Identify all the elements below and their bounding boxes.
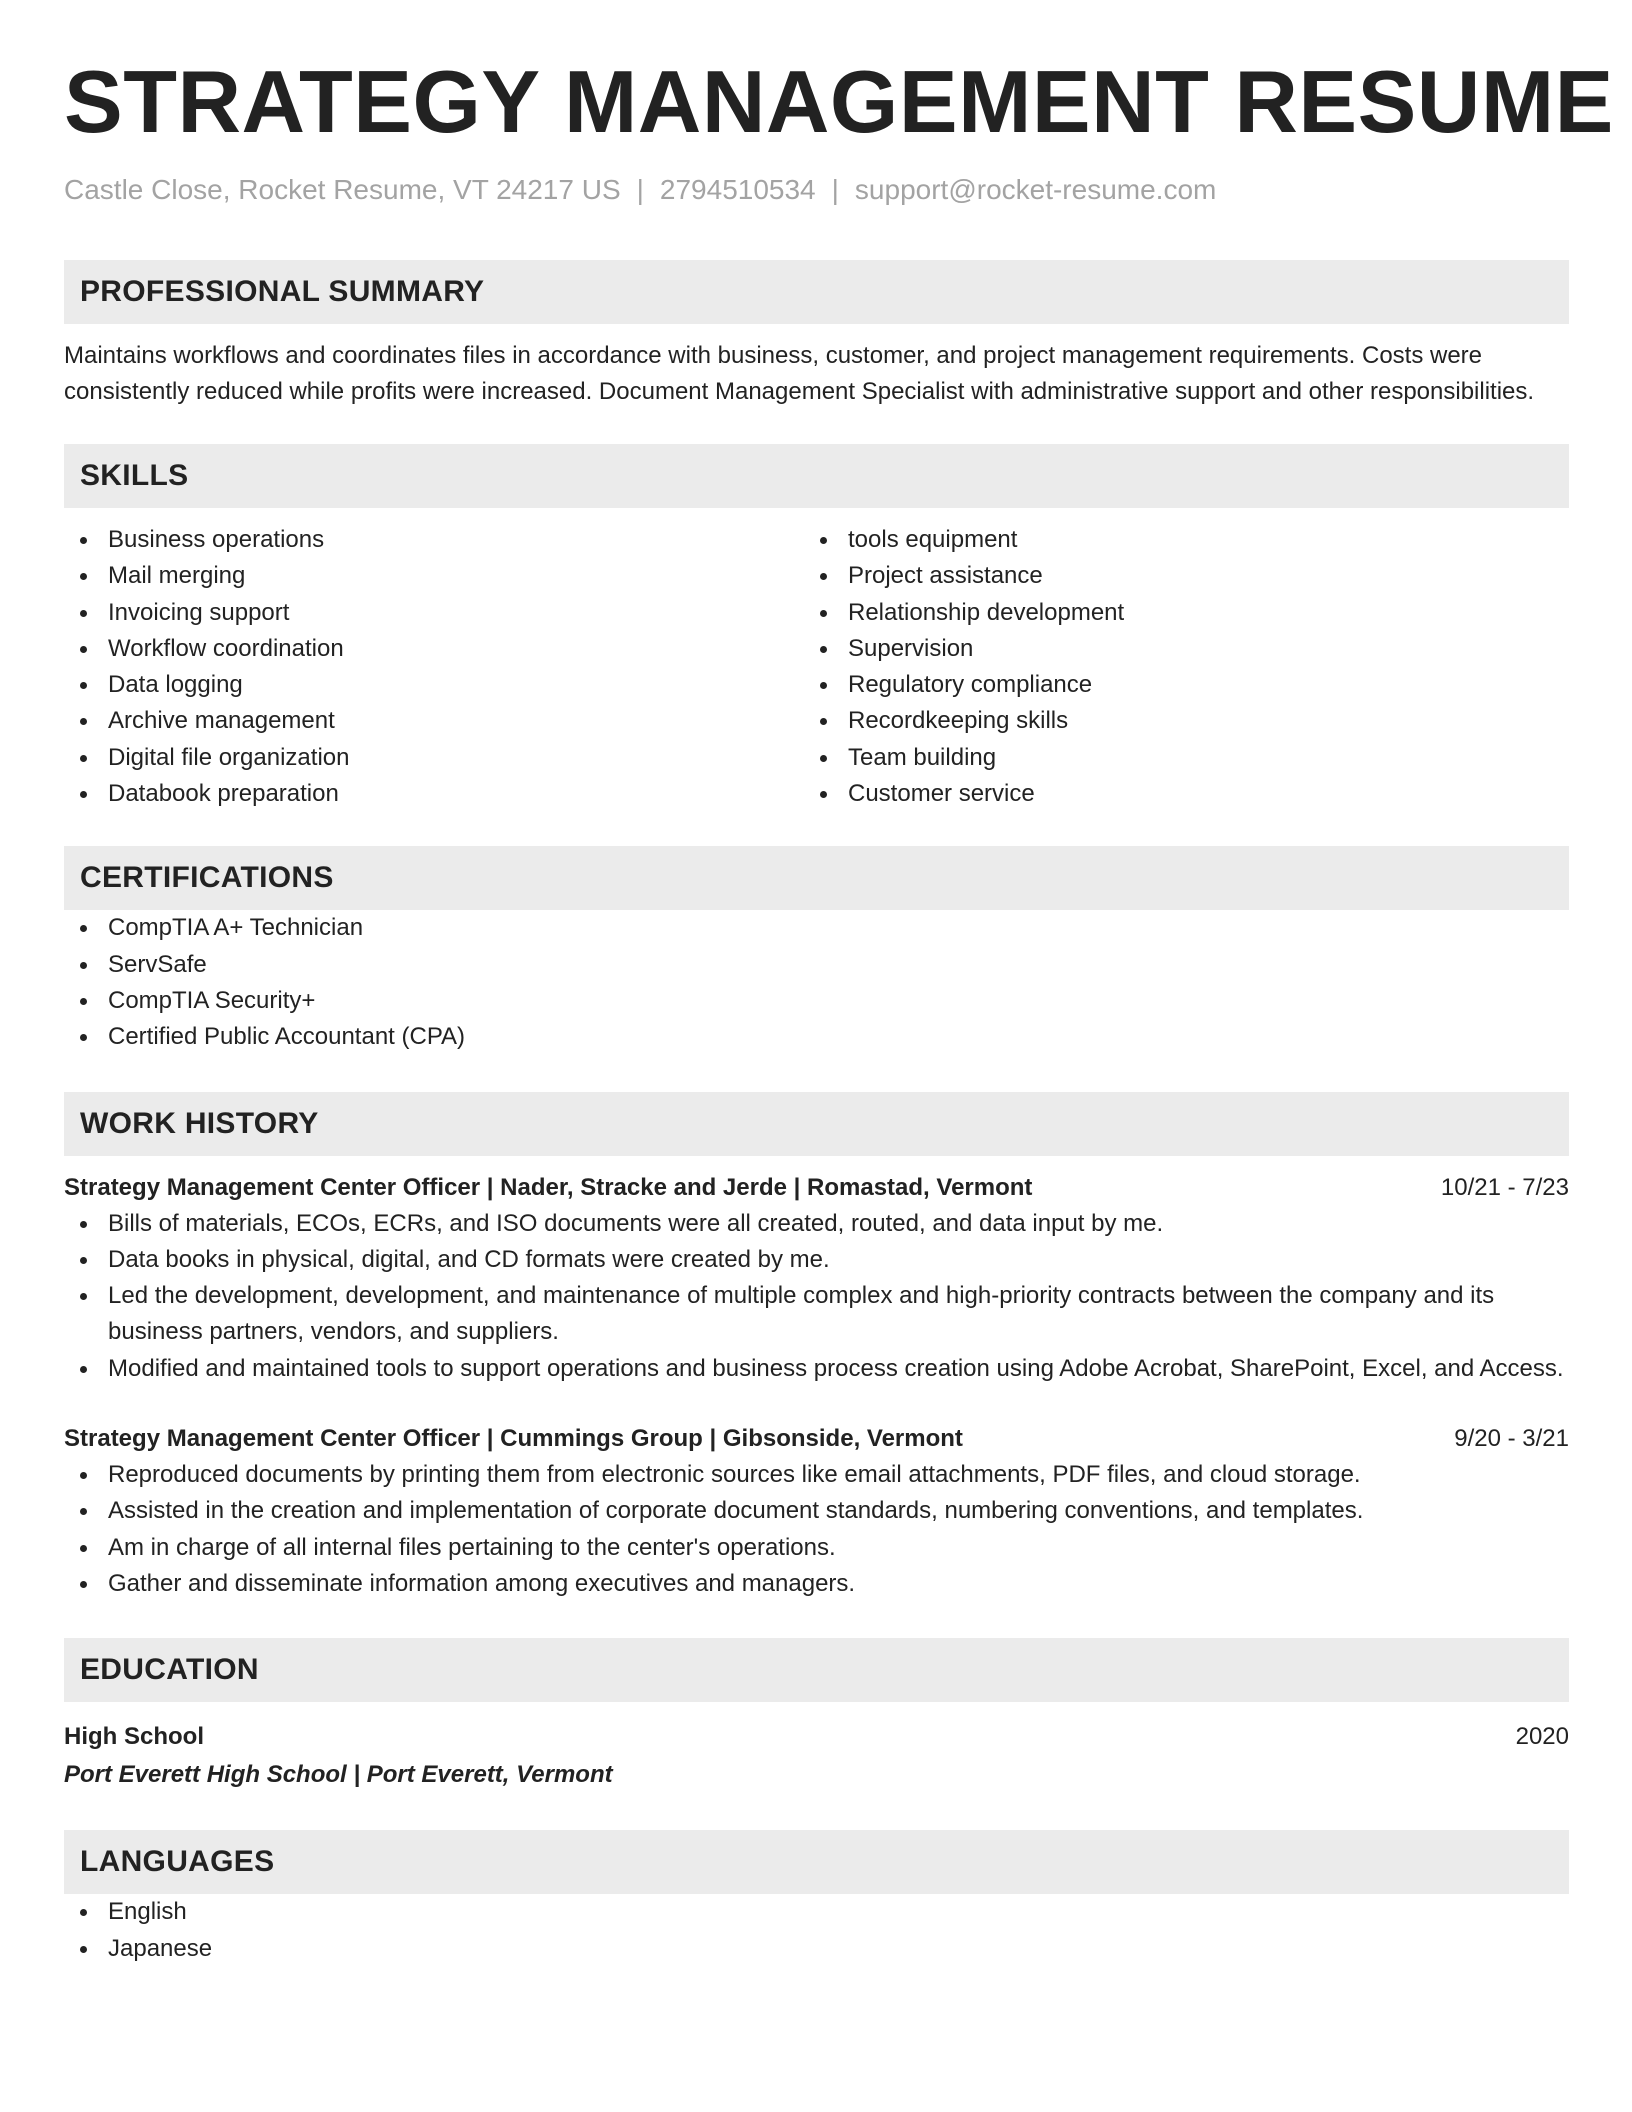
language-item [64, 1894, 1569, 1930]
section-heading-languages: LANGUAGES [64, 1830, 1569, 1894]
skills-list-left [64, 522, 804, 812]
skills-list-right [804, 522, 1544, 812]
bullet-icon [80, 1946, 87, 1953]
bullet-icon [820, 682, 827, 689]
certification-label: CompTIA A+ Technician [108, 914, 364, 942]
job-bullet [64, 1493, 1569, 1529]
job-entry [64, 1170, 1569, 1387]
skill-item [64, 558, 804, 594]
job-title: Strategy Management Center Officer | Cummings Group | Gibsonside, Vermont [64, 1425, 963, 1453]
certification-item [64, 983, 1569, 1019]
certification-item [64, 910, 1569, 946]
skill-label: Digital file organization [108, 743, 350, 771]
skill-item [64, 776, 804, 812]
skill-label: Customer service [848, 780, 1035, 808]
bullet-icon [820, 537, 827, 544]
bullet-icon [80, 573, 87, 580]
skill-label: Regulatory compliance [848, 671, 1093, 699]
bullet-icon [80, 755, 87, 762]
skill-item [64, 740, 804, 776]
skill-item [804, 631, 1544, 667]
job-bullet-text: Data books in physical, digital, and CD formats were created by me. [108, 1245, 830, 1273]
bullet-icon [80, 925, 87, 932]
skill-label: Data logging [108, 671, 243, 699]
skill-label: Supervision [848, 634, 974, 662]
bullet-icon [80, 1909, 87, 1916]
skill-item [804, 703, 1544, 739]
bullet-icon [80, 610, 87, 617]
job-bullet-text: Gather and disseminate information among executives and managers. [108, 1569, 856, 1597]
skill-label: Invoicing support [108, 598, 290, 626]
bullet-icon [80, 998, 87, 1005]
bullet-icon [80, 962, 87, 969]
skill-item [64, 522, 804, 558]
section-heading-certifications: CERTIFICATIONS [64, 846, 1569, 910]
skill-label: Databook preparation [108, 780, 339, 808]
job-header [64, 1170, 1569, 1206]
section-heading-education: EDUCATION [64, 1638, 1569, 1702]
language-label: Japanese [108, 1934, 213, 1962]
job-bullet-text: Reproduced documents by printing them from electronic sources like email attachments, PDF files, and cloud storage. [108, 1461, 1361, 1489]
bullet-icon [80, 1366, 87, 1373]
skill-item [804, 667, 1544, 703]
skill-item [804, 595, 1544, 631]
bullet-icon [820, 573, 827, 580]
job-bullet [64, 1530, 1569, 1566]
job-bullet [64, 1242, 1569, 1278]
skill-item [804, 558, 1544, 594]
job-entry [64, 1421, 1569, 1602]
skill-item [804, 740, 1544, 776]
job-bullet [64, 1206, 1569, 1242]
skill-label: Project assistance [848, 562, 1043, 590]
bullet-icon [80, 1581, 87, 1588]
skill-label: Archive management [108, 707, 335, 735]
skill-item [804, 776, 1544, 812]
education-degree: High School [64, 1723, 204, 1751]
job-bullet [64, 1457, 1569, 1493]
contact-separator: | [636, 174, 644, 205]
resume-title: STRATEGY MANAGEMENT RESUME [64, 52, 1614, 151]
bullet-icon [820, 791, 827, 798]
bullet-icon [80, 1257, 87, 1264]
language-item [64, 1931, 1569, 1967]
skill-label: Team building [848, 743, 997, 771]
skill-item [64, 595, 804, 631]
bullet-icon [80, 1472, 87, 1479]
job-bullet-text: Assisted in the creation and implementation of corporate document standards, numbering conventions, and templates. [108, 1497, 1364, 1525]
job-dates: 10/21 - 7/23 [1440, 1173, 1569, 1201]
job-bullet [64, 1351, 1569, 1387]
bullet-icon [80, 1221, 87, 1228]
bullet-icon [820, 718, 827, 725]
education-header [64, 1718, 1569, 1756]
education-school: Port Everett High School | Port Everett, Vermont [64, 1761, 613, 1789]
skill-item [64, 667, 804, 703]
bullet-icon [820, 755, 827, 762]
skill-label: Recordkeeping skills [848, 707, 1069, 735]
language-label: English [108, 1898, 187, 1926]
section-heading-work-history: WORK HISTORY [64, 1092, 1569, 1156]
certification-label: Certified Public Accountant (CPA) [108, 1023, 466, 1051]
skill-item [64, 703, 804, 739]
bullet-icon [80, 1034, 87, 1041]
job-bullet-text: Bills of materials, ECOs, ECRs, and ISO documents were all created, routed, and data input by me. [108, 1209, 1164, 1237]
job-bullet [64, 1278, 1569, 1351]
job-bullet-text: Am in charge of all internal files pertaining to the center's operations. [108, 1533, 836, 1561]
skill-label: Business operations [108, 526, 325, 553]
bullet-icon [80, 718, 87, 725]
job-bullet-text: Modified and maintained tools to support operations and business process creation using Adobe Acrobat, SharePoint, Excel, and Access. [108, 1354, 1564, 1382]
bullet-icon [80, 537, 87, 544]
certification-label: CompTIA Security+ [108, 986, 316, 1014]
bullet-icon [80, 791, 87, 798]
job-bullets [64, 1206, 1569, 1387]
section-heading-summary: PROFESSIONAL SUMMARY [64, 260, 1569, 324]
bullet-icon [80, 1545, 87, 1552]
languages-list [64, 1894, 1569, 1967]
bullet-icon [80, 646, 87, 653]
certification-item [64, 1019, 1569, 1055]
bullet-icon [80, 1293, 87, 1300]
job-bullet-text: Led the development, development, and maintenance of multiple complex and high-priority contracts between the company and its business partners, vendors, and suppliers. [108, 1282, 1495, 1346]
bullet-icon [80, 682, 87, 689]
contact-address: Castle Close, Rocket Resume, VT 24217 US [64, 174, 621, 205]
job-title: Strategy Management Center Officer | Nader, Stracke and Jerde | Romastad, Vermont [64, 1173, 1033, 1201]
job-header [64, 1421, 1569, 1457]
skills-columns [64, 522, 1569, 812]
job-bullet [64, 1566, 1569, 1602]
bullet-icon [820, 646, 827, 653]
certification-item [64, 947, 1569, 983]
education-year: 2020 [1515, 1723, 1569, 1751]
contact-phone: 2794510534 [659, 174, 816, 205]
skill-label: tools equipment [848, 526, 1018, 553]
certification-label: ServSafe [108, 950, 207, 978]
contact-line [64, 172, 1569, 208]
summary-text: Maintains workflows and coordinates files in accordance with business, customer, and project management requirements. Costs were consistently reduced while profits were increased. Document Management Specialist with administrative support and other responsibilities. [64, 342, 1535, 405]
skill-label: Workflow coordination [108, 634, 344, 662]
skill-label: Relationship development [848, 598, 1125, 626]
certifications-list [64, 910, 1569, 1055]
skill-label: Mail merging [108, 562, 246, 590]
bullet-icon [820, 610, 827, 617]
contact-email: support@rocket-resume.com [854, 174, 1217, 205]
skill-item [64, 631, 804, 667]
job-bullets [64, 1457, 1569, 1602]
job-dates: 9/20 - 3/21 [1454, 1425, 1569, 1453]
skill-item [804, 522, 1544, 558]
contact-separator: | [831, 174, 839, 205]
bullet-icon [80, 1508, 87, 1515]
section-heading-skills: SKILLS [64, 444, 1569, 508]
